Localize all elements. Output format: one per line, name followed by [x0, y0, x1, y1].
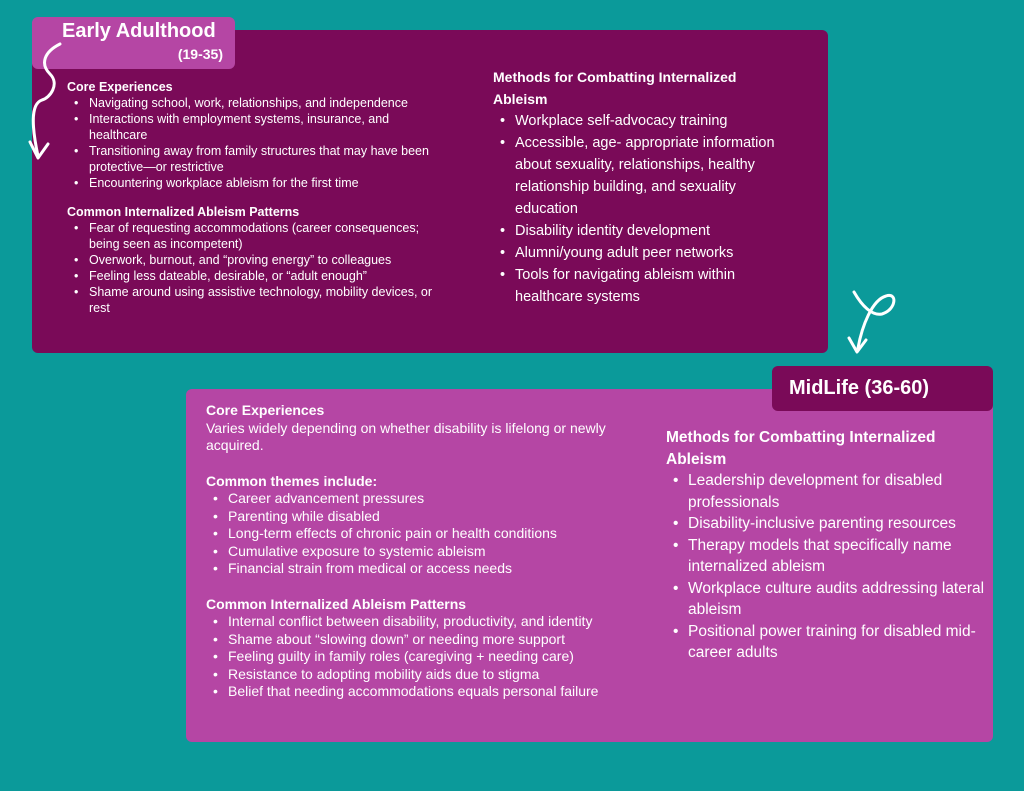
midlife-methods-column [666, 427, 986, 664]
midlife-themes-list [206, 490, 636, 578]
midlife-core-column [206, 402, 636, 701]
list-item: • Belief that needing accommodations equals personal failure [206, 683, 636, 701]
list-item: • Fear of requesting accommodations (career consequences; being seen as incompetent) [67, 220, 447, 252]
list-item: • Feeling less dateable, desirable, or “adult enough” [67, 268, 447, 284]
list-item: • Tools for navigating ableism within healthcare systems [493, 264, 793, 308]
midlife-patterns-list [206, 613, 636, 701]
list-item: • Overwork, burnout, and “proving energy” to colleagues [67, 252, 447, 268]
list-item: • Encountering workplace ableism for the first time [67, 175, 447, 191]
early-methods-list [493, 110, 793, 308]
list-item: • Therapy models that specifically name internalized ableism [666, 535, 986, 578]
list-item: • Alumni/young adult peer networks [493, 242, 793, 264]
early-methods-column [493, 66, 793, 308]
list-item: • Feeling guilty in family roles (caregiving + needing care) [206, 648, 636, 666]
midlife-title: MidLife (36-60) [789, 377, 930, 399]
midlife-methods-heading: Methods for Combatting Internalized Ableism [666, 429, 936, 468]
early-core-heading: Core Experiences [67, 80, 173, 94]
list-item: • Resistance to adopting mobility aids due to stigma [206, 666, 636, 684]
midlife-label [772, 366, 993, 411]
list-item: • Shame around using assistive technology, mobility devices, or rest [67, 284, 447, 316]
early-core-column [67, 79, 447, 316]
list-item: • Cumulative exposure to systemic ableism [206, 543, 636, 561]
early-patterns-heading: Common Internalized Ableism Patterns [67, 205, 300, 219]
list-item: • Financial strain from medical or access needs [206, 560, 636, 578]
list-item: • Long-term effects of chronic pain or health conditions [206, 525, 636, 543]
list-item: • Disability-inclusive parenting resources [666, 513, 986, 535]
list-item: • Career advancement pressures [206, 490, 636, 508]
loop-arrow-icon [836, 286, 916, 358]
list-item: • Disability identity development [493, 220, 793, 242]
list-item: • Workplace self-advocacy training [493, 110, 793, 132]
list-item: • Interactions with employment systems, insurance, and healthcare [67, 111, 447, 143]
early-adulthood-title: Early Adulthood [62, 20, 216, 42]
midlife-methods-list [666, 470, 986, 664]
midlife-core-text: Varies widely depending on whether disability is lifelong or newly acquired. [206, 419, 606, 453]
list-item: • Internal conflict between disability, productivity, and identity [206, 613, 636, 631]
early-patterns-list [67, 220, 447, 316]
list-item: • Navigating school, work, relationships, and independence [67, 95, 447, 111]
list-item: • Workplace culture audits addressing lateral ableism [666, 578, 986, 621]
list-item: • Parenting while disabled [206, 508, 636, 526]
list-item: • Shame about “slowing down” or needing more support [206, 631, 636, 649]
early-adulthood-age-range: (19-35) [177, 46, 223, 62]
early-methods-heading: Methods for Combatting Internalized Ableism [493, 69, 737, 107]
list-item: • Transitioning away from family structures that may have been protective—or restrictive [67, 143, 447, 175]
list-item: • Accessible, age- appropriate information about sexuality, relationships, healthy relationship building, and sexuality education [493, 132, 793, 220]
early-core-list [67, 95, 447, 191]
midlife-themes-heading: Common themes include: [206, 472, 378, 489]
list-item: • Positional power training for disabled mid-career adults [666, 621, 986, 664]
midlife-patterns-heading: Common Internalized Ableism Patterns [206, 595, 467, 612]
list-item: • Leadership development for disabled professionals [666, 470, 986, 513]
midlife-core-heading: Core Experiences [206, 402, 325, 418]
